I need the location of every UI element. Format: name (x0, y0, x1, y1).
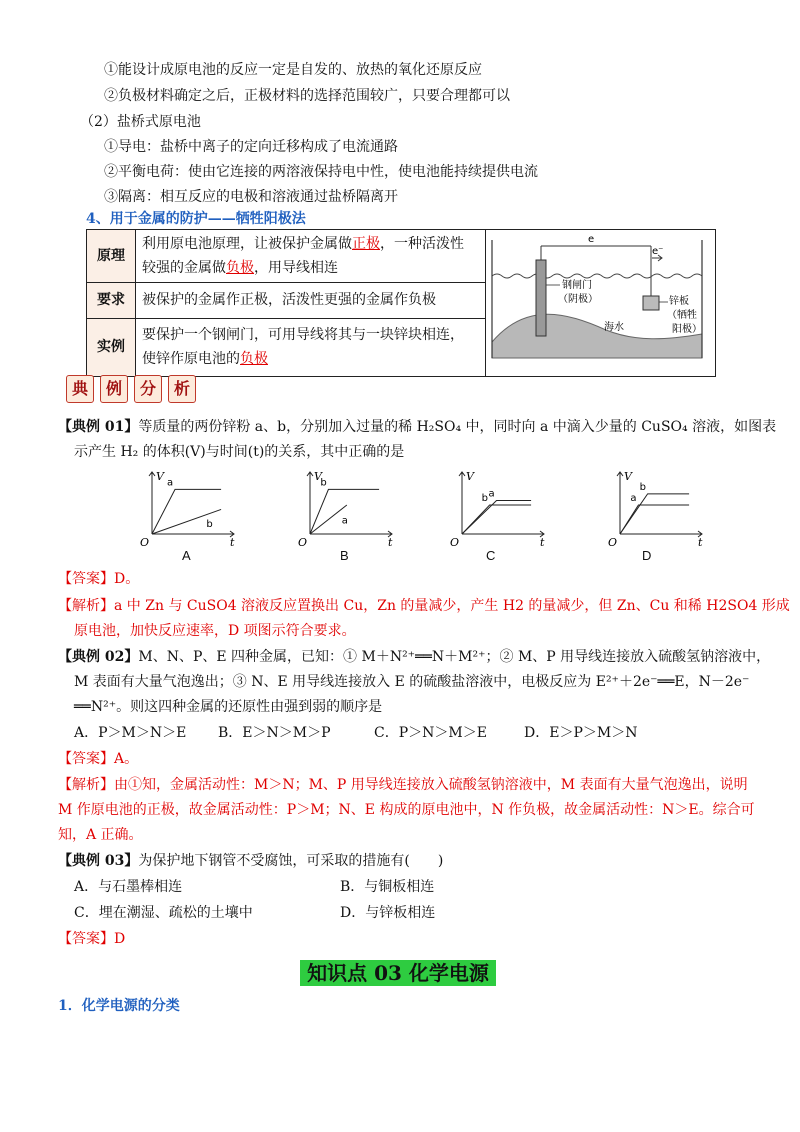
sacrificial-anode-diagram (486, 230, 706, 368)
x-axis-label: t (698, 536, 703, 549)
zinc-sacrificial-label: （牺牲 (667, 310, 697, 321)
chart-b (298, 470, 398, 550)
example-2-analysis-1: 【解析】由①知，金属活动性：M＞N；M、P 用导线连接放入硫酸氢钠溶液中，M 表面有大量气泡逸出，说明 (58, 777, 748, 793)
underline-negative-example: 负极 (240, 351, 268, 368)
example-2-option-d: D．E＞P＞M＞N (524, 725, 638, 741)
row-text-example: 要保护一个钢闸门，可用导线将其与一块锌块相连， 使锌作原电池的负极 (136, 318, 486, 376)
salt-bridge-title: （2）盐桥式原电池 (80, 114, 201, 130)
example-2-line-2: M 表面有大量气泡逸出；③ N、E 用导线连接放入 E 的硫酸盐溶液中，电极反应为 E²⁺＋2e⁻══E，N－2e⁻ (74, 674, 750, 690)
example-3-option-c: C．埋在潮湿、疏松的土壤中 (74, 905, 253, 921)
protection-table (86, 229, 716, 377)
row-text-principle: 利用原电池原理，让被保护金属做正极，一种活泼性 较强的金属做负极，用导线相连 (136, 230, 486, 283)
zinc-label: 锌板 (669, 296, 689, 307)
series-label-a: a (167, 477, 174, 489)
series-label-b: b (206, 518, 213, 530)
example-2-line-3: ══N²⁺。则这四种金属的还原性由强到弱的顺序是 (74, 699, 383, 715)
example-2-answer: 【答案】A。 (58, 751, 139, 767)
salt-bridge-item-2: ②平衡电荷：使由它连接的两溶液保持电中性，使电池能持续提供电流 (104, 164, 538, 180)
series-label-b: b (481, 493, 488, 504)
example-1-answer: 【答案】D。 (58, 571, 140, 587)
series-label-a: a (341, 515, 348, 527)
section-subheading: 1．化学电源的分类 (58, 998, 180, 1014)
x-axis-label: t (230, 536, 235, 549)
zinc-plate (643, 296, 659, 310)
zinc-anode-label: 阳极） (672, 324, 702, 335)
gate-label: 钢闸门 (562, 280, 592, 291)
x-axis-label: t (388, 536, 393, 549)
y-axis-label: V (624, 470, 632, 483)
chart-a (140, 470, 240, 550)
row-label-principle: 原理 (87, 230, 136, 283)
series-line-b (310, 489, 379, 534)
example-3-option-d: D．与锌板相连 (340, 905, 436, 921)
origin-label: O (298, 536, 308, 549)
principle-item-2: ②负极材料确定之后，正极材料的选择范围较广，只要合理都可以 (104, 88, 510, 104)
chart-b-label: B (340, 548, 349, 563)
chart-d-label: D (642, 548, 652, 563)
underline-negative: 负极 (226, 260, 254, 277)
principle-item-1: ①能设计成原电池的反应一定是自发的、放热的氧化还原反应 (104, 62, 482, 78)
sacrificial-anode-figure (486, 230, 716, 377)
badge-li: 例 (100, 375, 128, 403)
chart-a-label: A (182, 548, 191, 563)
series-line-b (462, 505, 531, 534)
series-label-a: a (488, 488, 495, 500)
seawater-label: 海水 (604, 322, 624, 333)
electron-flow-label: e⁻ (652, 246, 664, 257)
example-1-analysis-2: 原电池，加快反应速率，D 项图示符合要求。 (74, 623, 356, 639)
series-label-b: b (639, 481, 646, 493)
origin-label: O (140, 536, 150, 549)
example-3-option-b: B．与铜板相连 (340, 879, 435, 895)
knowledge-point-heading: 知识点 03 化学电源 (300, 960, 496, 986)
chart-d (608, 470, 708, 550)
row-text-requirement: 被保护的金属作正极，活泼性更强的金属作负极 (136, 283, 486, 318)
salt-bridge-item-1: ①导电：盐桥中离子的定向迁移构成了电流通路 (104, 139, 398, 155)
x-axis-label: t (540, 536, 545, 549)
example-1-line-1: 【典例 01】等质量的两份锌粉 a、b，分别加入过量的稀 H₂SO₄ 中，同时向 a 中滴入少量的 CuSO₄ 溶液，如图表 (58, 419, 777, 435)
chart-c (450, 470, 550, 550)
badge-xi: 析 (168, 375, 196, 403)
example-2-option-b: B．E＞N＞M＞P (218, 725, 331, 741)
series-label-b: b (320, 477, 327, 489)
example-3-tag: 【典例 03】 (58, 853, 139, 869)
series-label-a: a (630, 493, 637, 504)
underline-positive: 正极 (352, 236, 380, 253)
gate-cathode-label: （阴极） (558, 294, 598, 305)
chart-c-label: C (486, 548, 496, 563)
example-2-line-1: 【典例 02】M、N、P、E 四种金属，已知：① M＋N²⁺══N＋M²⁺；② M、P 用导线连接放入硫酸氢钠溶液中， (58, 649, 771, 665)
example-2-option-c: C．P＞N＞M＞E (374, 725, 487, 741)
row-label-requirement: 要求 (87, 283, 136, 318)
example-1-line-2: 示产生 H₂ 的体积(V)与时间(t)的关系，其中正确的是 (74, 444, 405, 460)
wire-electron-label: e (588, 234, 595, 245)
example-3-option-a: A．与石墨棒相连 (74, 879, 183, 895)
example-2-analysis-3: 知，A 正确。 (58, 827, 143, 843)
example-1-analysis-1: 【解析】a 中 Zn 与 CuSO4 溶液反应置换出 Cu，Zn 的量减少，产生 H2 的量减少，但 Zn、Cu 和稀 H2SO4 形成 (58, 598, 790, 614)
origin-label: O (450, 536, 460, 549)
example-2-option-a: A．P＞M＞N＞E (74, 725, 187, 741)
protection-title: 4、用于金属的防护——牺牲阳极法 (86, 211, 306, 227)
y-axis-label: V (466, 470, 474, 483)
steel-gate (536, 260, 546, 336)
badge-dian: 典 (66, 375, 94, 403)
example-3-answer: 【答案】D (58, 931, 126, 947)
example-2-analysis-2: M 作原电池的正极，故金属活动性：P＞M；N、E 构成的原电池中，N 作负极，故金属活动性：N＞E。综合可 (58, 802, 755, 818)
y-axis-label: V (156, 470, 164, 483)
example-2-tag: 【典例 02】 (58, 649, 139, 665)
example-3-question: 【典例 03】为保护地下钢管不受腐蚀，可采取的措施有( ) (58, 853, 444, 869)
example-1-tag: 【典例 01】 (58, 419, 139, 435)
badge-fen: 分 (134, 375, 162, 403)
series-line-a (462, 501, 531, 534)
origin-label: O (608, 536, 618, 549)
salt-bridge-item-3: ③隔离：相互反应的电极和溶液通过盐桥隔离开 (104, 189, 398, 205)
y-axis-label: V (314, 470, 322, 483)
row-label-example: 实例 (87, 318, 136, 376)
